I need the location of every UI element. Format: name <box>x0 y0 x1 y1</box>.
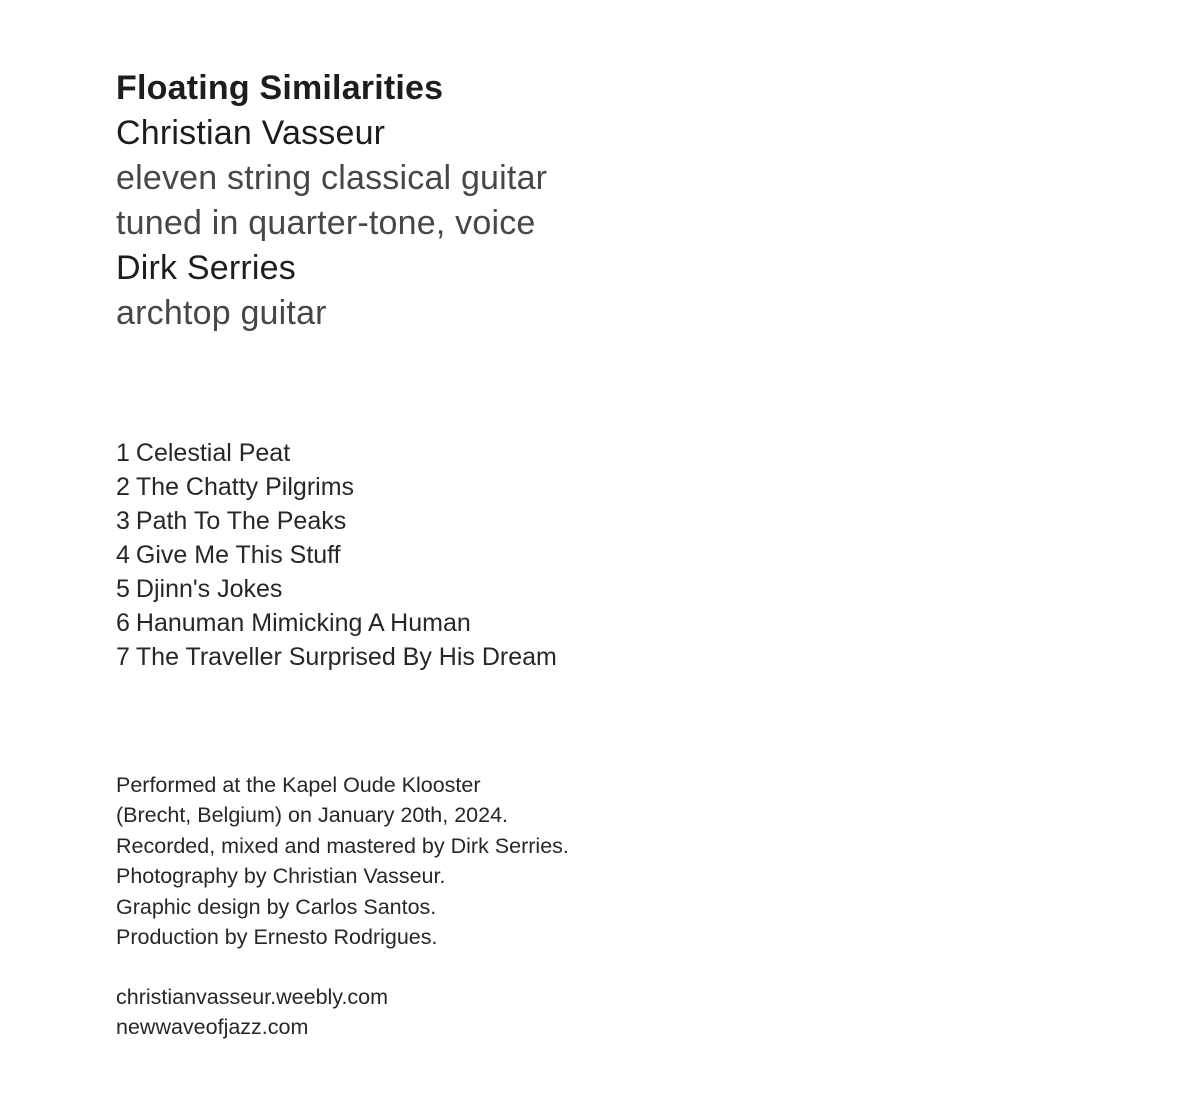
track-item <box>116 640 557 674</box>
track-title: Djinn's Jokes <box>135 575 283 603</box>
track-number: 6 <box>116 609 130 637</box>
liner-notes-page <box>116 0 1200 1095</box>
track-title: The Traveller Surprised By His Dream <box>135 643 557 671</box>
track-item <box>116 538 557 572</box>
performer-instrument: tuned in quarter-tone, voice <box>116 204 536 242</box>
performer-instrument: eleven string classical guitar <box>116 159 548 197</box>
website-link[interactable]: christianvasseur.weebly.com <box>116 985 389 1009</box>
credit-line: Performed at the Kapel Oude Klooster <box>116 773 481 797</box>
album-title: Floating Similarities <box>116 69 444 107</box>
website-link[interactable]: newwaveofjazz.com <box>116 1015 309 1040</box>
credit-line: Production by Ernesto Rodrigues. <box>116 925 438 950</box>
track-number: 1 <box>116 439 130 467</box>
credit-line: Graphic design by Carlos Santos. <box>116 894 437 919</box>
track-item <box>116 606 557 640</box>
track-title: Celestial Peat <box>135 439 291 467</box>
credit-line: Recorded, mixed and mastered by Dirk Serries. <box>116 833 569 858</box>
track-number: 3 <box>116 507 130 535</box>
track-number: 7 <box>116 643 130 671</box>
track-title: Hanuman Mimicking A Human <box>135 609 471 637</box>
track-item <box>116 572 557 606</box>
performer-name: Dirk Serries <box>116 249 296 287</box>
website-links <box>116 982 388 1043</box>
performer-instrument: archtop guitar <box>116 294 327 332</box>
track-item <box>116 504 557 538</box>
album-header <box>116 66 547 336</box>
track-item <box>116 470 557 504</box>
track-number: 2 <box>116 473 130 501</box>
track-title: Give Me This Stuff <box>135 541 341 569</box>
tracklist <box>116 436 557 674</box>
track-title: Path To The Peaks <box>135 507 347 535</box>
credit-line: Photography by Christian Vasseur. <box>116 864 446 889</box>
track-number: 4 <box>116 541 130 569</box>
credit-line: (Brecht, Belgium) on January 20th, 2024. <box>116 803 508 828</box>
track-title: The Chatty Pilgrims <box>135 473 355 501</box>
track-item <box>116 436 557 470</box>
track-number: 5 <box>116 575 130 603</box>
performer-name: Christian Vasseur <box>116 114 386 152</box>
credits-block <box>116 770 569 952</box>
